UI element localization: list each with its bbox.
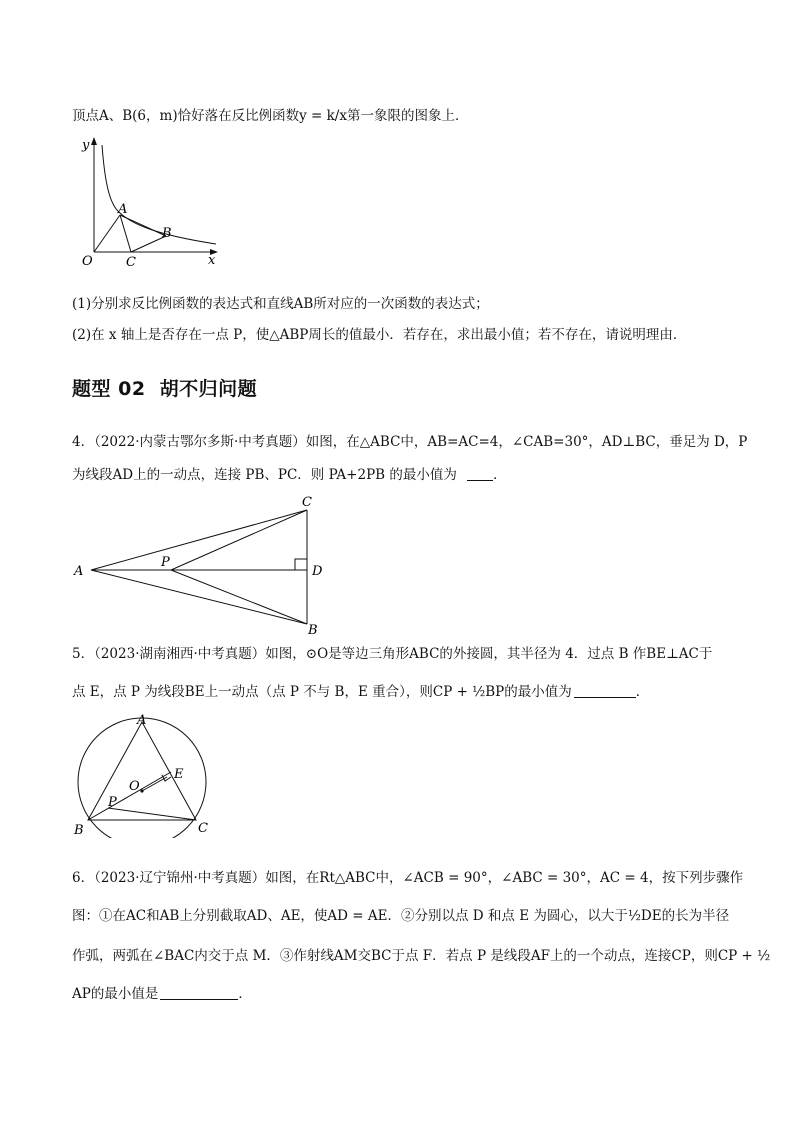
x-axis-label: x (208, 253, 216, 268)
problem6-line4 (72, 984, 252, 1004)
section-heading (72, 374, 257, 401)
section-title: 胡不归问题 (159, 378, 258, 400)
question-part-1: (1)分别求反比例函数的表达式和直线AB所对应的一次函数的表达式； (72, 296, 489, 312)
problem3-tail-text: 顶点A、B(6，m)恰好落在反比例函数y = k/x第一象限的图象上． (72, 108, 469, 124)
circle-triangle-figure (68, 710, 228, 838)
problem4-line1: 4．（2022·内蒙古鄂尔多斯·中考真题）如图，在△ABC中，AB=AC=4，∠CAB=30°，AD⊥BC，垂足为 D，P (72, 434, 748, 450)
section-number: 题型 02 (72, 378, 146, 400)
point-p-label: P (108, 795, 117, 810)
problem6-end: ． (238, 986, 252, 1002)
problem4-line2 (72, 465, 507, 485)
answer-blank (574, 683, 636, 698)
point-p-label: P (161, 555, 170, 570)
answer-blank (160, 985, 238, 1000)
point-a-label: A (137, 713, 147, 728)
problem6-line2: 图：①在AC和AB上分别截取AD、AE，使AD = AE．②分别以点 D 和点 E 为圆心，以大于½DE的长为半径 (72, 908, 730, 924)
triangle-abc-figure (66, 492, 336, 637)
answer-blank (467, 466, 493, 481)
inverse-function-graph (78, 135, 228, 270)
y-axis-label: y (82, 138, 90, 153)
problem6-text: AP的最小值是 (72, 986, 159, 1002)
problem5-end: ． (635, 684, 650, 700)
origin-label: O (82, 254, 93, 269)
problem5-line2 (72, 682, 649, 702)
point-b-label: B (74, 823, 84, 838)
problem4-end: ． (493, 467, 507, 483)
problem6-line1: 6．（2023·辽宁锦州·中考真题）如图，在Rt△ABC中，∠ACB = 90°，∠ABC = 30°，AC = 4，按下列步骤作 (72, 870, 744, 886)
point-a-label: A (74, 564, 84, 579)
point-d-label: D (312, 564, 323, 579)
problem5-line1: 5．（2023·湖南湘西·中考真题）如图，⊙O是等边三角形ABC的外接圆，其半径为 4．过点 B 作BE⊥AC于 (72, 646, 713, 662)
point-e-label: E (174, 767, 184, 782)
question-part-2: (2)在 x 轴上是否存在一点 P，使△ABP周长的值最小．若存在，求出最小值；若不存在，请说明理由． (72, 327, 687, 343)
problem5-text: 点 E，点 P 为线段BE上一动点（点 P 不与 B，E 重合），则CP + ½BP的最小值为 (72, 684, 572, 700)
point-c-label: C (198, 821, 208, 836)
problem6-line3: 作弧，两弧在∠BAC内交于点 M．③作射线AM交BC于点 F．若点 P 是线段AF上的一个动点，连接CP，则CP + ½ (72, 948, 771, 964)
point-a-label: A (118, 202, 128, 217)
point-o-label: O (129, 779, 140, 794)
point-c-label: C (302, 495, 312, 510)
point-b-label: B (308, 623, 318, 637)
problem4-text: 为线段AD上的一动点，连接 PB、PC．则 PA+2PB 的最小值为 (72, 467, 457, 483)
point-b-label: B (162, 226, 172, 241)
point-c-label: C (126, 255, 136, 270)
